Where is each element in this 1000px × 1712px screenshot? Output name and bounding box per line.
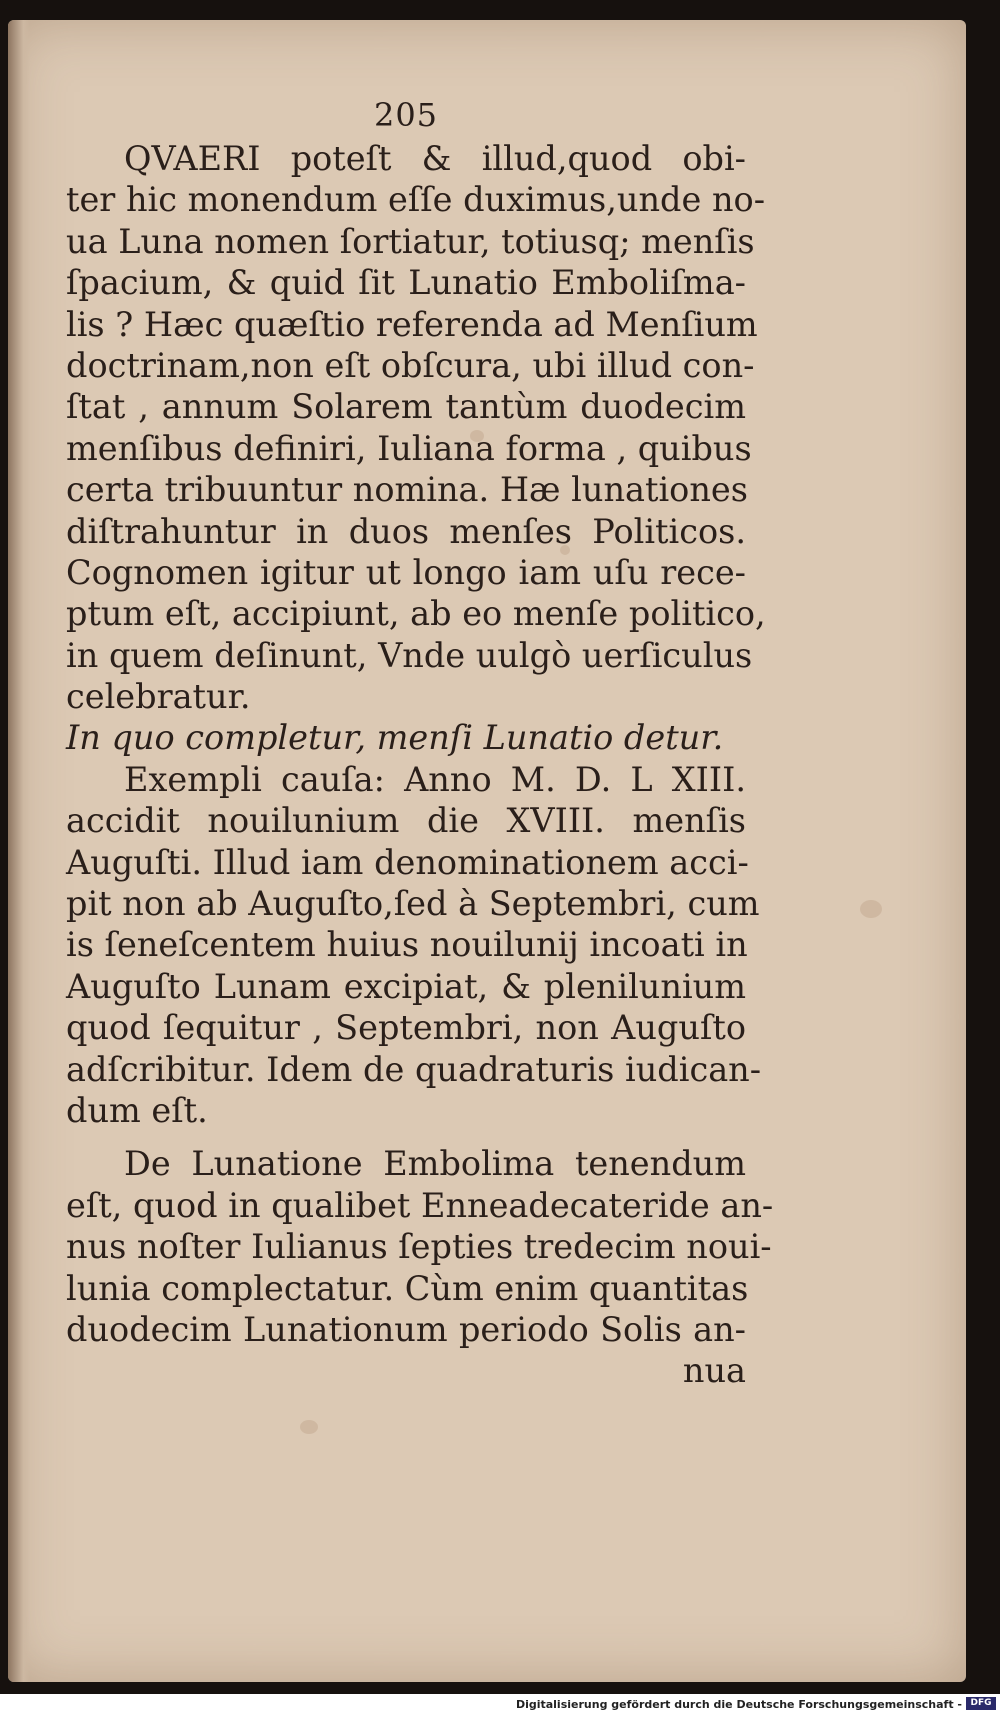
stain	[860, 900, 882, 918]
text-line: menſibus definiri, Iuliana forma , quibus	[66, 428, 752, 468]
text-line: diſtrahuntur in duos menſes Politicos.	[66, 511, 746, 551]
text-line: nus noſter Iulianus ſepties tredecim noui-	[66, 1227, 772, 1267]
funding-credit: Digitalisierung gefördert durch die Deutsche Forschungsgemeinschaft -	[515, 1698, 962, 1711]
text-line: ptum eſt, accipiunt, ab eo menſe politico,	[66, 594, 766, 634]
text-line: ſtat , annum Solarem tantùm duodecim	[66, 387, 746, 427]
stain	[300, 1420, 318, 1434]
text-line: Auguſti. Illud iam denominationem acci-	[66, 842, 749, 882]
text-line: celebratur.	[66, 677, 251, 717]
text-line: lis ? Hæc quæſtio referenda ad Menſium	[66, 304, 758, 344]
text-line: Cognomen igitur ut longo iam uſu rece-	[66, 552, 746, 592]
verse-line: In quo completur, menſi Lunatio detur.	[66, 718, 724, 758]
text-line: eſt, quod in qualibet Enneadecateride an-	[66, 1185, 774, 1225]
text-line: accidit nouilunium die XVIII. menſis	[66, 801, 746, 841]
paragraph-gap	[66, 1131, 746, 1143]
text-line: duodecim Lunationum periodo Solis an-	[66, 1309, 746, 1349]
page-gutter-shadow	[8, 20, 30, 1682]
text-line: ſpacium, & quid ſit Lunatio Emboliſma-	[66, 263, 746, 303]
text-line: pit non ab Auguſto,ſed à Septembri, cum	[66, 884, 760, 924]
text-line: QVAERI poteſt & illud,quod obi-	[124, 139, 746, 178]
page-text	[66, 92, 774, 1392]
text-line: dum eſt.	[66, 1090, 208, 1130]
text-line: doctrinam,non eſt obſcura, ubi illud con-	[66, 345, 755, 385]
text-line: certa tribuuntur nomina. Hæ lunationes	[66, 470, 748, 510]
dfg-logo: DFG	[966, 1697, 996, 1710]
text-line: Exempli cauſa: Anno M. D. L XIII.	[124, 759, 746, 799]
text-line: quod ſequitur , Septembri, non Auguſto	[66, 1008, 746, 1048]
digitization-footer	[0, 1694, 1000, 1712]
text-line: in quem deſinunt, Vnde uulgò uerſiculus	[66, 635, 753, 675]
text-line: adſcribitur. Idem de quadraturis iudican-	[66, 1049, 762, 1089]
catchword: nua	[682, 1351, 746, 1391]
text-line: Auguſto Lunam excipiat, & plenilunium	[66, 966, 746, 1006]
text-line: De Lunatione Embolima tenendum	[124, 1144, 746, 1184]
text-line: ter hic monendum eſſe duximus,unde no-	[66, 180, 766, 220]
text-line: is ſeneſcentem huius nouilunij incoati in	[66, 925, 748, 965]
text-line: ua Luna nomen ſortiatur, totiusq; menſis	[66, 221, 755, 261]
page-number: 205	[373, 96, 439, 134]
text-line: lunia complectatur. Cùm enim quantitas	[66, 1268, 749, 1308]
